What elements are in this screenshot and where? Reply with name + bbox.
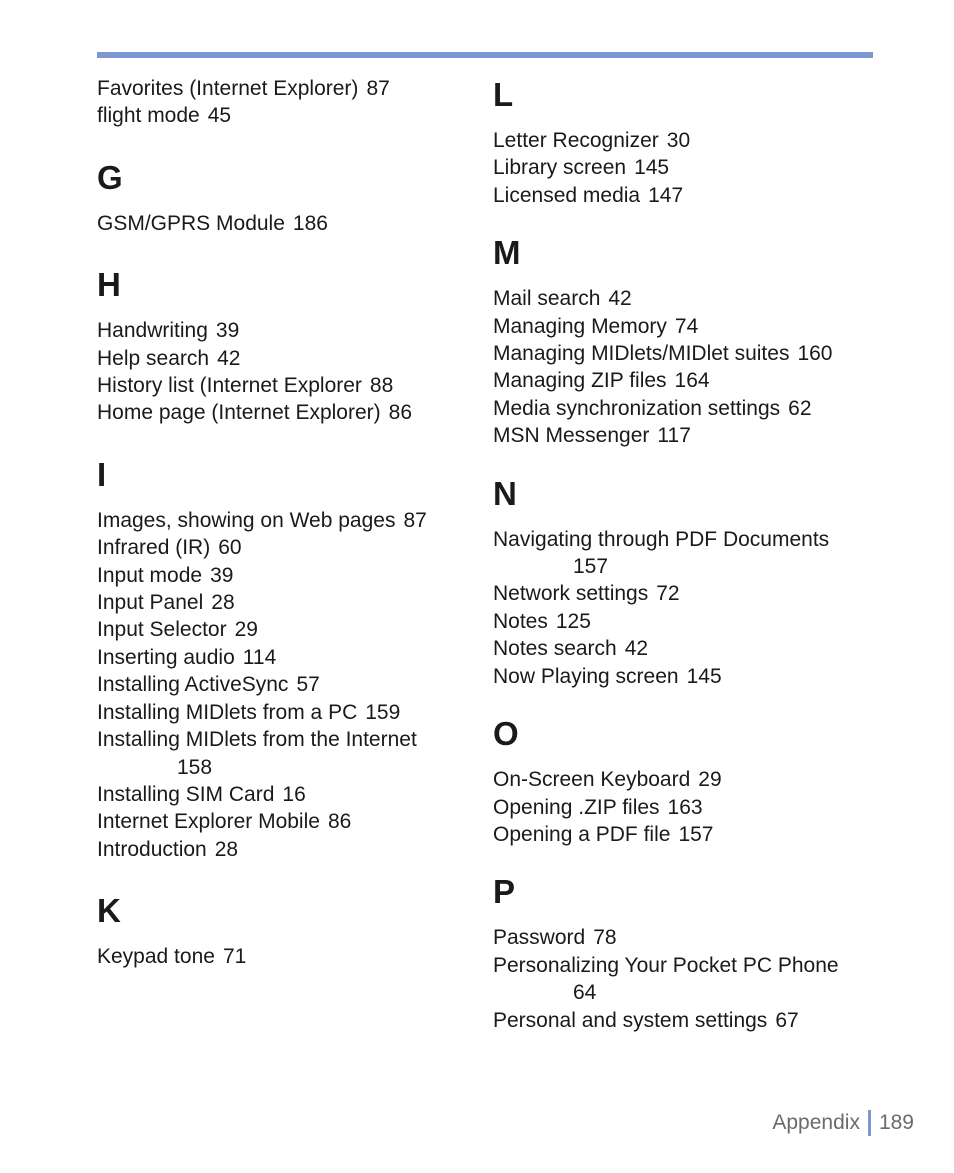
entry-page-number: 28 (211, 591, 235, 615)
index-column-left (97, 75, 487, 971)
index-entry (97, 781, 487, 808)
section-letter: N (493, 474, 517, 512)
index-entry (493, 422, 883, 449)
entry-term: Now Playing screen (493, 664, 679, 688)
index-section (493, 474, 883, 690)
index-section (493, 233, 883, 449)
index-entry (97, 616, 487, 643)
index-section (97, 891, 487, 970)
index-entry (493, 580, 883, 607)
index-entry (97, 808, 487, 835)
index-section (493, 75, 883, 209)
section-letter: H (97, 266, 121, 304)
index-section (97, 455, 487, 863)
entry-page-number: 145 (686, 664, 722, 688)
entry-page-number: 39 (210, 563, 234, 587)
index-entry-list (97, 75, 487, 130)
index-entry (493, 821, 883, 848)
entry-page-number: 78 (593, 926, 617, 950)
index-entry (493, 395, 883, 422)
entry-page-number: 29 (698, 768, 722, 792)
entry-term: MSN Messenger (493, 424, 650, 448)
section-letter: M (493, 234, 521, 272)
entry-page-number: 42 (217, 346, 241, 370)
entry-term: Navigating through PDF Documents (493, 527, 830, 551)
index-entry-list (493, 127, 883, 209)
entry-page-number: 87 (403, 508, 427, 532)
header-rule (97, 52, 873, 58)
entry-term: GSM/GPRS Module (97, 211, 285, 235)
entry-page-number: 145 (634, 156, 670, 180)
index-entry (493, 340, 883, 367)
entry-term: Infrared (IR) (97, 536, 211, 560)
entry-term: Internet Explorer Mobile (97, 810, 320, 834)
entry-term: Installing MIDlets from a PC (97, 700, 358, 724)
entry-page-number: 87 (366, 77, 390, 100)
index-section (97, 75, 487, 130)
index-entry (493, 663, 883, 690)
entry-term: Personalizing Your Pocket PC Phone (493, 953, 839, 977)
index-entry-list (97, 507, 487, 863)
index-entry (493, 952, 883, 1007)
entry-term: Keypad tone (97, 945, 215, 969)
section-letter: P (493, 873, 516, 911)
entry-term: Library screen (493, 156, 627, 180)
entry-term: Licensed media (493, 183, 641, 207)
index-entry (97, 534, 487, 561)
index-section (97, 265, 487, 427)
index-entry (493, 766, 883, 793)
index-entry (97, 210, 487, 237)
entry-page-number: 45 (207, 104, 232, 128)
entry-term: Help search (97, 346, 210, 370)
entry-term: Mail search (493, 287, 601, 311)
entry-page-number: 157 (678, 822, 714, 846)
entry-page-number: 62 (788, 396, 812, 420)
index-entry (97, 644, 487, 671)
entry-term: Managing Memory (493, 314, 667, 338)
entry-page-number: 158 (177, 755, 213, 779)
entry-term: Installing SIM Card (97, 782, 275, 806)
index-entry (97, 589, 487, 616)
entry-page-number: 28 (214, 837, 239, 861)
entry-page-number: 42 (608, 287, 632, 311)
entry-page-number: 42 (624, 637, 649, 661)
index-entry (493, 1007, 883, 1034)
index-entry-list (97, 210, 487, 237)
entry-term: Inserting audio (97, 645, 235, 669)
entry-term: Media synchronization settings (493, 396, 781, 420)
entry-page-number: 39 (215, 319, 240, 343)
entry-page-number: 16 (282, 782, 306, 806)
index-entry-list (97, 317, 487, 427)
entry-page-number: 114 (242, 645, 277, 669)
entry-term: Introduction (97, 837, 207, 861)
entry-page-number: 60 (218, 536, 242, 560)
index-entry (97, 671, 487, 698)
index-entry (493, 526, 883, 581)
entry-page-number: 30 (666, 129, 691, 152)
entry-page-number: 71 (222, 945, 247, 969)
entry-term: Personal and system settings (493, 1008, 768, 1032)
index-entry (493, 154, 883, 181)
entry-page-number: 57 (296, 673, 320, 697)
entry-page-number: 86 (327, 810, 352, 834)
footer-section-label: Appendix (772, 1111, 860, 1134)
entry-term: Opening .ZIP files (493, 795, 660, 819)
entry-term: Handwriting (97, 319, 208, 343)
entry-page-number: 86 (388, 401, 412, 425)
entry-page-number: 64 (573, 981, 597, 1005)
entry-term: Notes search (493, 637, 617, 661)
index-entry (493, 367, 883, 394)
index-entry (493, 313, 883, 340)
section-letter: L (493, 76, 514, 113)
entry-page-number: 29 (234, 618, 258, 642)
index-entry (97, 75, 487, 102)
section-letter: I (97, 455, 107, 493)
entry-term: Input mode (97, 563, 203, 587)
index-entry (97, 699, 487, 726)
entry-term: Notes (493, 609, 548, 633)
footer-divider (868, 1110, 871, 1136)
index-entry (493, 608, 883, 635)
section-letter: G (97, 158, 123, 196)
entry-page-number: 125 (555, 609, 591, 633)
entry-page-number: 72 (656, 582, 680, 606)
entry-term: Installing MIDlets from the Internet (97, 728, 417, 752)
index-section (493, 872, 883, 1034)
entry-term: Opening a PDF file (493, 822, 671, 846)
index-entry (493, 285, 883, 312)
index-entry (493, 924, 883, 951)
index-entry-list (493, 766, 883, 848)
page-footer (772, 1110, 914, 1136)
entry-page-number: 160 (797, 342, 833, 366)
index-section (493, 714, 883, 848)
page-number: 189 (878, 1111, 914, 1134)
entry-page-number: 186 (292, 211, 328, 235)
index-entry (493, 794, 883, 821)
entry-page-number: 117 (657, 424, 691, 448)
section-letter: O (493, 715, 519, 753)
entry-page-number: 147 (648, 183, 684, 207)
entry-term: History list (Internet Explorer (97, 374, 362, 398)
index-entry-list (493, 924, 883, 1034)
entry-page-number: 74 (674, 314, 699, 338)
entry-page-number: 67 (775, 1008, 799, 1032)
index-entry (97, 726, 487, 781)
index-entry (97, 507, 487, 534)
index-entry (97, 372, 487, 399)
entry-term: Password (493, 926, 586, 950)
entry-page-number: 157 (573, 555, 609, 579)
entry-term: Home page (Internet Explorer) (97, 401, 381, 425)
entry-term: Installing ActiveSync (97, 673, 289, 697)
index-column-right (493, 75, 883, 1034)
index-section (97, 158, 487, 237)
index-entry (97, 345, 487, 372)
entry-term: Input Selector (97, 618, 227, 642)
entry-term: On-Screen Keyboard (493, 768, 691, 792)
index-entry (97, 102, 487, 129)
entry-term: Favorites (Internet Explorer) (97, 77, 359, 100)
index-entry (97, 836, 487, 863)
entry-page-number: 163 (667, 795, 703, 819)
section-letter: K (97, 892, 121, 930)
entry-term: flight mode (97, 104, 200, 128)
entry-term: Network settings (493, 582, 649, 606)
entry-page-number: 159 (365, 700, 401, 724)
entry-term: Managing MIDlets/MIDlet suites (493, 342, 790, 366)
entry-page-number: 164 (674, 369, 710, 393)
index-entry (97, 943, 487, 970)
entry-page-number: 88 (369, 374, 394, 398)
index-entry (493, 635, 883, 662)
index-entry-list (97, 943, 487, 970)
entry-term: Managing ZIP files (493, 369, 667, 393)
index-entry (97, 562, 487, 589)
entry-term: Images, showing on Web pages (97, 508, 396, 532)
index-entry (493, 182, 883, 209)
index-entry (97, 399, 487, 426)
entry-term: Input Panel (97, 591, 204, 615)
index-entry-list (493, 285, 883, 449)
entry-term: Letter Recognizer (493, 129, 659, 152)
index-entry-list (493, 526, 883, 690)
index-entry (493, 127, 883, 154)
index-entry (97, 317, 487, 344)
